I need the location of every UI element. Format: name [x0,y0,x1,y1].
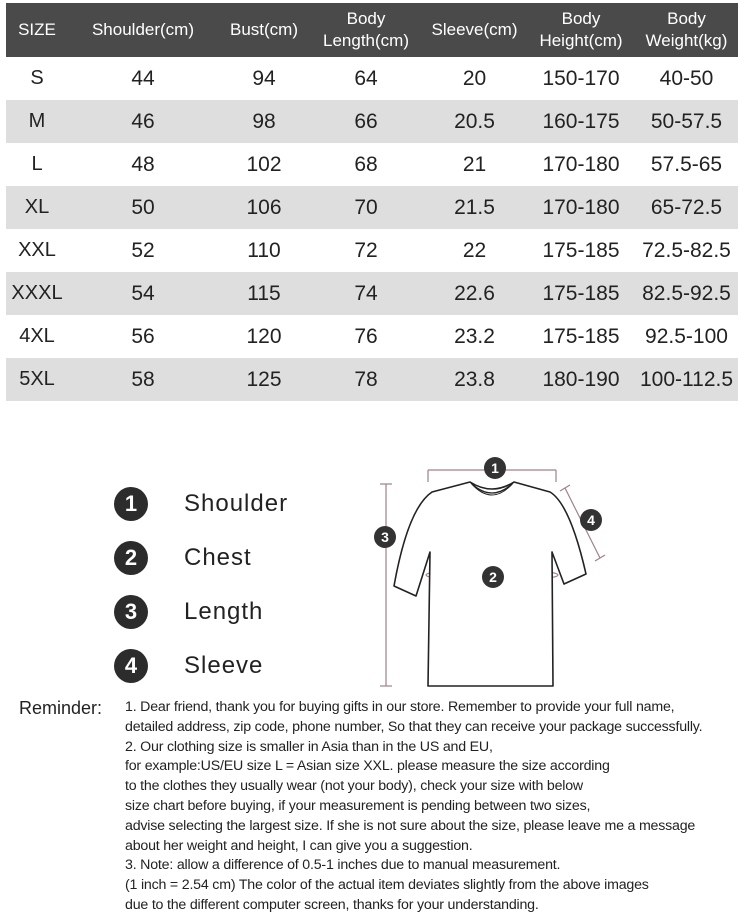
table-cell: 48 [131,152,155,176]
table-cell: 68 [354,152,378,176]
table-cell: 72 [354,238,378,262]
table-cell: 160-175 [527,100,635,143]
table-cell: 54 [68,272,218,315]
marker-4 [580,509,602,531]
table-row [6,57,738,100]
table-cell: 40-50 [659,66,714,90]
table-row [6,186,738,229]
table-cell: 46 [68,100,218,143]
table-cell: 22 [462,238,487,262]
header-text: Weight(kg) [645,31,728,50]
size-cell: XL [6,186,68,229]
table-cell: 74 [310,272,422,315]
table-cell: 94 [252,66,276,90]
table-cell: 56 [131,324,155,348]
header-text: Body [667,9,706,28]
svg-text:4: 4 [587,512,595,528]
table-cell: 92.5-100 [645,324,728,348]
table-cell: 20.5 [422,100,527,143]
legend-label: Sleeve [184,652,264,679]
tshirt-measurement-diagram [360,448,620,693]
table-cell: 22.6 [422,272,527,315]
svg-text:2: 2 [489,569,497,585]
table-cell: 72.5-82.5 [642,238,731,262]
header-text: Sleeve(cm) [431,20,518,39]
size-cell: XXXL [6,272,68,315]
column-header [6,3,68,57]
number-2-icon: 2 [114,541,148,575]
reminder-line: for example:US/EU size L = Asian size XXL. please measure the size according [125,758,610,775]
table-cell: 66 [310,100,422,143]
number-3-icon: 3 [114,595,148,629]
table-cell: 115 [218,272,310,315]
table-cell: 170-180 [527,186,635,229]
column-header [218,3,310,57]
table-cell: 102 [246,152,282,176]
size-chart-table [6,3,738,401]
reminder-line: about her weight and height, I can give you a suggestion. [125,837,473,854]
reminder-line: size chart before buying, if your measurement is pending between two sizes, [125,797,591,814]
table-cell: 125 [218,358,310,401]
reminder-line: (1 inch = 2.54 cm) The color of the actual item deviates slightly from the above images [125,877,649,894]
table-cell: 21 [462,152,487,176]
header-text: Body [346,9,386,28]
size-cell: S [30,67,44,89]
legend-item-sleeve [114,640,354,692]
column-header [422,3,527,57]
table-cell: 23.2 [454,324,495,348]
table-cell: 70 [310,186,422,229]
table-cell: 175-185 [542,324,620,348]
table-cell: 82.5-92.5 [635,272,738,315]
table-cell: 64 [354,66,378,90]
table-cell: 100-112.5 [635,358,738,401]
table-cell: 52 [131,238,155,262]
reminder-text [125,698,740,916]
marker-1 [484,457,506,479]
table-row [6,100,738,143]
table-cell: 106 [218,186,310,229]
column-header [310,3,422,57]
number-4-icon: 4 [114,649,148,683]
size-cell: XXL [18,239,56,261]
table-cell: 50 [68,186,218,229]
reminder-line: 1. Dear friend, thank you for buying gifts in our store. Remember to provide your full name, [125,699,675,715]
table-header-row [6,3,738,57]
svg-text:1: 1 [491,460,499,476]
marker-3 [374,526,396,548]
number-1-icon: 1 [114,487,148,521]
table-cell: 20 [462,66,487,90]
table-row [6,229,738,272]
table-cell: 44 [131,66,155,90]
table-cell: 120 [246,324,282,348]
reminder-line: due to the different computer screen, thanks for your understanding. [125,896,539,913]
table-cell: 110 [247,238,281,262]
legend-label: Length [184,598,264,625]
table-cell: 65-72.5 [635,186,738,229]
table-row [6,315,738,358]
reminder-line: advise selecting the largest size. If she is not sure about the size, please leave me a message [125,817,696,834]
measurement-legend [114,478,354,694]
reminder-title: Reminder: [19,698,103,718]
table-cell: 175-185 [527,272,635,315]
legend-item-shoulder [114,478,354,530]
reminder-line: 3. Note: allow a difference of 0.5-1 inches due to manual measurement. [125,857,561,874]
header-text: Shoulder(cm) [91,20,195,39]
table-cell: 175-185 [542,238,620,262]
table-row [6,358,738,401]
header-text: Length(cm) [323,31,409,50]
size-cell: L [31,153,43,175]
column-header [527,3,635,57]
legend-item-chest [114,532,354,584]
table-cell: 23.8 [422,358,527,401]
svg-text:3: 3 [381,529,389,545]
table-row [6,272,738,315]
marker-2 [482,566,504,588]
table-cell: 78 [310,358,422,401]
size-cell: 5XL [6,358,68,401]
size-cell: 4XL [19,325,55,347]
legend-item-length [114,586,354,638]
table-cell: 58 [68,358,218,401]
reminder-line: 2. Our clothing size is smaller in Asia than in the US and EU, [125,738,493,755]
table-row [6,143,738,186]
table-cell: 76 [354,324,378,348]
header-text: Height(cm) [539,31,623,50]
table-cell: 180-190 [527,358,635,401]
table-cell: 57.5-65 [650,152,723,176]
header-text: SIZE [18,20,56,39]
header-text: Body [561,9,601,28]
table-cell: 50-57.5 [635,100,738,143]
legend-label: Chest [184,544,252,571]
table-cell: 98 [218,100,310,143]
column-header [635,3,738,57]
table-cell: 170-180 [542,152,620,176]
header-text: Bust(cm) [230,20,298,39]
column-header [68,3,218,57]
legend-label: Shoulder [184,490,289,517]
table-cell: 150-170 [542,66,620,90]
size-cell: M [6,100,68,143]
reminder-line: to the clothes they usually wear (not your body), check your size with below [125,778,583,795]
reminder-line: detailed address, zip code, phone number, So that they can receive your package successfully. [125,718,703,735]
table-cell: 21.5 [422,186,527,229]
